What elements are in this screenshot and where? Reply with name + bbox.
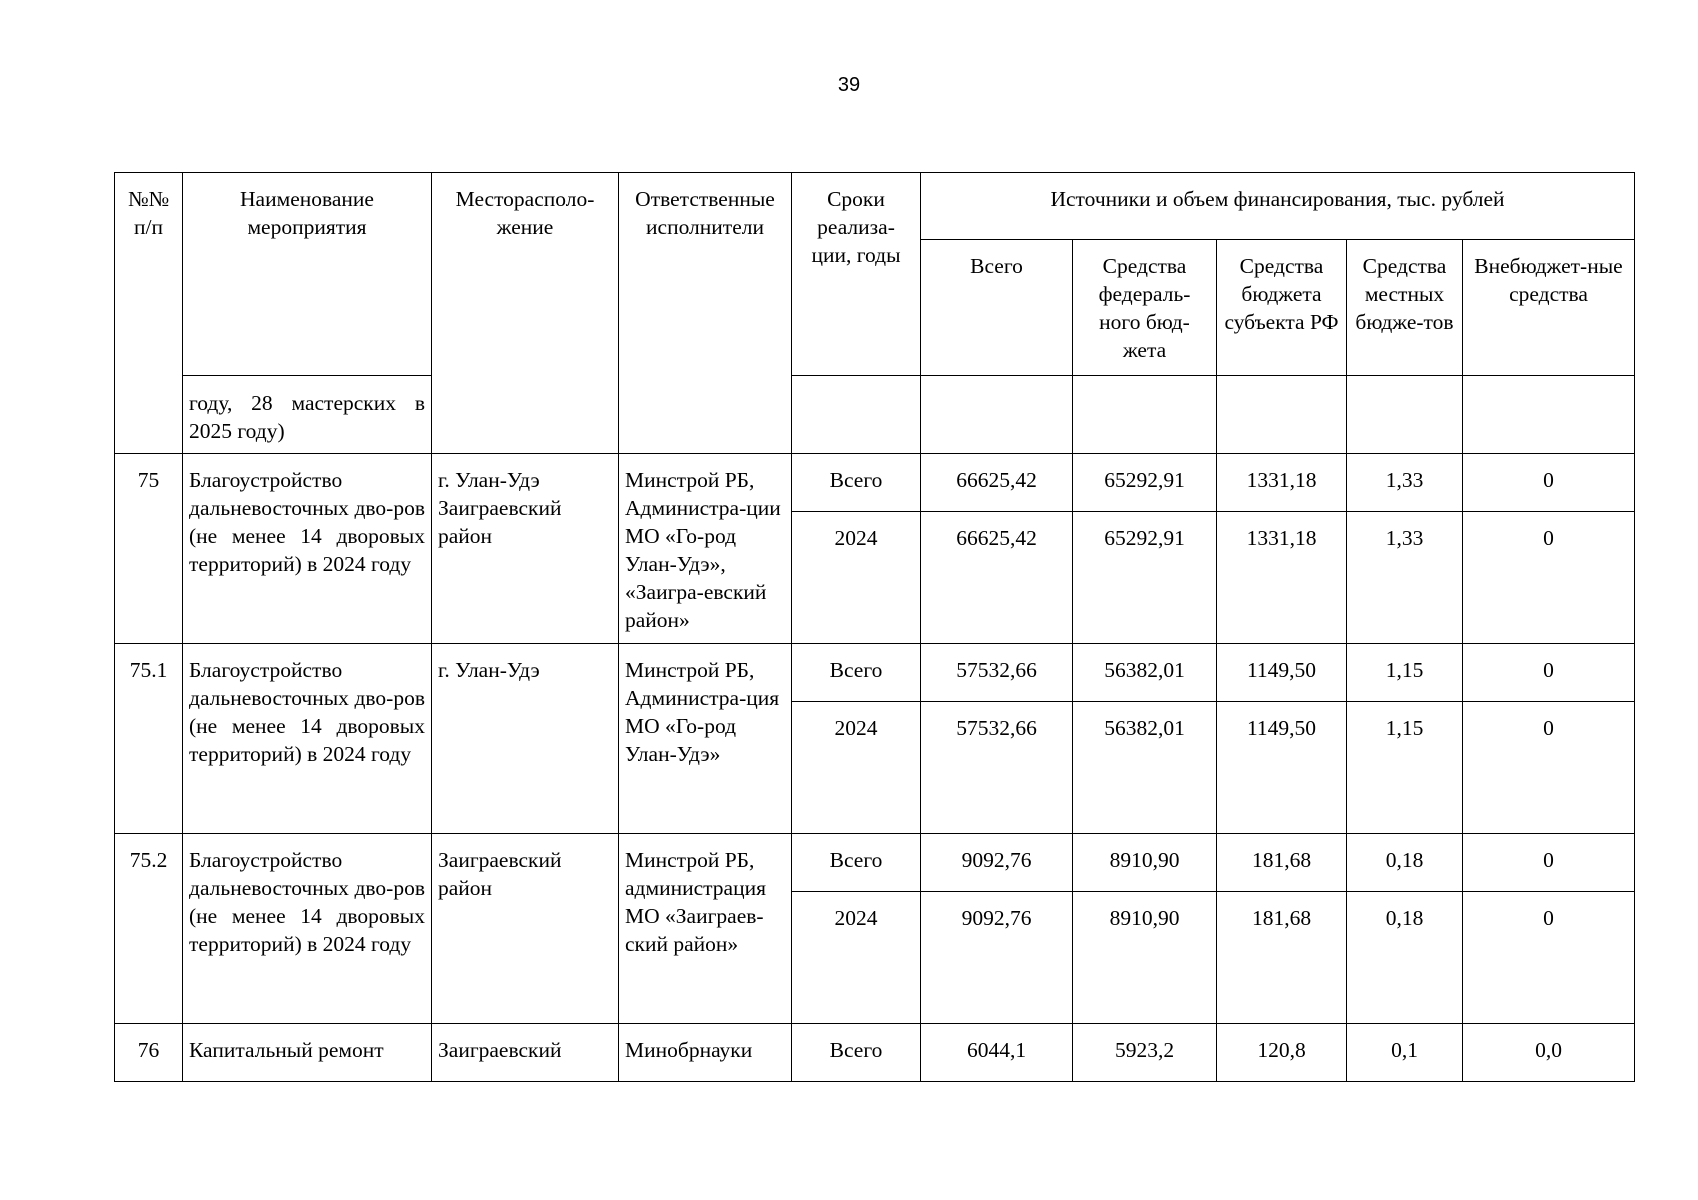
row-responsible: Минобрнауки xyxy=(619,1024,792,1082)
table-row xyxy=(115,1024,1635,1082)
row-subject: 120,8 xyxy=(1217,1024,1347,1082)
row-subject: 1331,18 xyxy=(1217,454,1347,512)
header-extra: Внебюджет-ные средства xyxy=(1463,240,1635,376)
row-federal: 65292,91 xyxy=(1073,454,1217,512)
header-local: Средства местных бюдже-тов xyxy=(1347,240,1463,376)
row-responsible: Минстрой РБ, администрация МО «Заиграев-ский район» xyxy=(619,834,792,1024)
row-subject: 181,68 xyxy=(1217,834,1347,892)
header-row xyxy=(115,173,1635,240)
header-responsible: Ответственные исполнители xyxy=(619,173,792,454)
row-local: 0,18 xyxy=(1347,834,1463,892)
row-local: 1,15 xyxy=(1347,702,1463,834)
row-name: Благоустройство дальневосточных дво-ров (не менее 14 дворовых территорий) в 2024 году xyxy=(183,834,432,1024)
empty-cell xyxy=(1217,376,1347,454)
row-responsible: Минстрой РБ, Администра-ция МО «Го-род Улан-Удэ» xyxy=(619,644,792,834)
row-federal: 56382,01 xyxy=(1073,702,1217,834)
page-number: 39 xyxy=(837,74,861,96)
table-row xyxy=(115,834,1635,892)
row-extra: 0,0 xyxy=(1463,1024,1635,1082)
row-num: 75.2 xyxy=(115,834,183,1024)
row-total: 9092,76 xyxy=(921,892,1073,1024)
empty-cell xyxy=(1073,376,1217,454)
row-extra: 0 xyxy=(1463,454,1635,512)
continuation-row xyxy=(115,376,1635,454)
row-period: Всего xyxy=(792,834,921,892)
row-name: Благоустройство дальневосточных дво-ров (не менее 14 дворовых территорий) в 2024 году xyxy=(183,454,432,644)
row-local: 0,1 xyxy=(1347,1024,1463,1082)
row-num: 76 xyxy=(115,1024,183,1082)
row-local: 0,18 xyxy=(1347,892,1463,1024)
financing-table xyxy=(114,172,1635,1082)
continuation-text: году, 28 мастерских в 2025 году) xyxy=(183,376,432,454)
row-total: 6044,1 xyxy=(921,1024,1073,1082)
row-total: 9092,76 xyxy=(921,834,1073,892)
row-period: 2024 xyxy=(792,892,921,1024)
row-federal: 65292,91 xyxy=(1073,512,1217,644)
row-num: 75 xyxy=(115,454,183,644)
empty-cell xyxy=(792,376,921,454)
row-extra: 0 xyxy=(1463,512,1635,644)
row-location: Заиграевский xyxy=(432,1024,619,1082)
row-name: Капитальный ремонт xyxy=(183,1024,432,1082)
row-subject: 1331,18 xyxy=(1217,512,1347,644)
row-location: г. Улан-Удэ xyxy=(432,644,619,834)
row-total: 57532,66 xyxy=(921,702,1073,834)
table-row xyxy=(115,454,1635,512)
empty-cell xyxy=(1463,376,1635,454)
table-row xyxy=(115,644,1635,702)
row-total: 57532,66 xyxy=(921,644,1073,702)
empty-cell xyxy=(921,376,1073,454)
row-federal: 56382,01 xyxy=(1073,644,1217,702)
row-period: 2024 xyxy=(792,702,921,834)
row-extra: 0 xyxy=(1463,702,1635,834)
row-name: Благоустройство дальневосточных дво-ров (не менее 14 дворовых территорий) в 2024 году xyxy=(183,644,432,834)
row-federal: 5923,2 xyxy=(1073,1024,1217,1082)
row-num: 75.1 xyxy=(115,644,183,834)
row-local: 1,15 xyxy=(1347,644,1463,702)
row-federal: 8910,90 xyxy=(1073,834,1217,892)
row-period: 2024 xyxy=(792,512,921,644)
header-num: №№ п/п xyxy=(115,173,183,454)
header-location: Месторасполо-жение xyxy=(432,173,619,454)
header-name: Наименование мероприятия xyxy=(183,173,432,376)
row-extra: 0 xyxy=(1463,644,1635,702)
row-extra: 0 xyxy=(1463,892,1635,1024)
empty-cell xyxy=(1347,376,1463,454)
row-federal: 8910,90 xyxy=(1073,892,1217,1024)
row-period: Всего xyxy=(792,1024,921,1082)
row-subject: 1149,50 xyxy=(1217,702,1347,834)
row-local: 1,33 xyxy=(1347,454,1463,512)
header-sources: Источники и объем финансирования, тыс. рублей xyxy=(921,173,1635,240)
row-extra: 0 xyxy=(1463,834,1635,892)
row-responsible: Минстрой РБ, Администра-ции МО «Го-род Улан-Удэ», «Заигра-евский район» xyxy=(619,454,792,644)
row-local: 1,33 xyxy=(1347,512,1463,644)
header-total: Всего xyxy=(921,240,1073,376)
row-location: г. Улан-Удэ Заиграевский район xyxy=(432,454,619,644)
row-period: Всего xyxy=(792,454,921,512)
row-period: Всего xyxy=(792,644,921,702)
row-total: 66625,42 xyxy=(921,454,1073,512)
row-total: 66625,42 xyxy=(921,512,1073,644)
row-subject: 1149,50 xyxy=(1217,644,1347,702)
row-subject: 181,68 xyxy=(1217,892,1347,1024)
row-location: Заиграевский район xyxy=(432,834,619,1024)
header-subject: Средства бюджета субъекта РФ xyxy=(1217,240,1347,376)
header-terms: Сроки реализа-ции, годы xyxy=(792,173,921,376)
header-federal: Средства федераль-ного бюд-жета xyxy=(1073,240,1217,376)
